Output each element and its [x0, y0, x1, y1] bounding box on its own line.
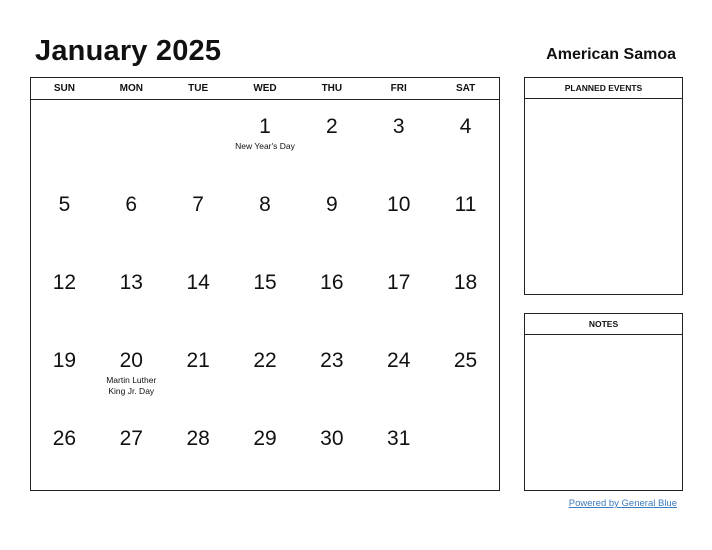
- weekday-wed: WED: [253, 83, 277, 94]
- day-number: 3: [392, 115, 405, 138]
- day-number: 25: [453, 349, 478, 372]
- day-cell: [98, 100, 165, 178]
- day-cell: [432, 256, 499, 334]
- weekday-tue: TUE: [188, 83, 209, 94]
- day-number: 14: [186, 271, 210, 294]
- day-cell: [298, 412, 365, 490]
- day-number: 26: [52, 427, 77, 450]
- notes-panel: [524, 313, 683, 491]
- day-number: 23: [320, 349, 344, 372]
- day-cell: [98, 334, 165, 412]
- day-cell: [432, 334, 499, 412]
- day-number: 31: [387, 427, 411, 450]
- day-number: 7: [192, 193, 204, 216]
- holiday-label: Martin Luther King Jr. Day: [106, 375, 157, 396]
- day-cell: [232, 100, 299, 178]
- day-number: 11: [454, 193, 477, 216]
- weekday-thu: THU: [321, 83, 343, 94]
- day-cell: [298, 100, 365, 178]
- planned-events-panel: [524, 77, 683, 295]
- day-number: 13: [119, 271, 143, 294]
- day-number: 15: [253, 271, 277, 294]
- weekday-header-row: [31, 78, 499, 100]
- day-cell: [165, 256, 232, 334]
- day-number: 27: [119, 427, 143, 450]
- day-cell: [298, 178, 365, 256]
- day-number: 22: [253, 349, 277, 372]
- day-cell: [98, 256, 165, 334]
- day-cell: [298, 334, 365, 412]
- day-number: 4: [459, 115, 472, 138]
- calendar-days: [31, 100, 499, 490]
- day-cell: [432, 178, 499, 256]
- day-cell: [31, 256, 98, 334]
- region-name: American Samoa: [546, 46, 676, 63]
- day-cell: [31, 412, 98, 490]
- day-cell: [165, 412, 232, 490]
- day-cell: [365, 334, 432, 412]
- day-cell: [165, 334, 232, 412]
- day-number: 5: [58, 193, 71, 216]
- day-cell: [98, 412, 165, 490]
- day-number: 12: [52, 271, 77, 294]
- day-number: 6: [125, 193, 138, 216]
- day-cell: [165, 100, 232, 178]
- day-number: 20: [119, 349, 143, 372]
- day-cell: [365, 412, 432, 490]
- weekday-sat: SAT: [455, 83, 476, 94]
- weekday-sun: SUN: [53, 83, 75, 94]
- day-number: 18: [453, 271, 478, 294]
- day-number: 8: [259, 193, 271, 216]
- day-cell: [365, 178, 432, 256]
- day-number: 1: [259, 115, 271, 138]
- day-number: 30: [320, 427, 344, 450]
- day-number: 16: [320, 271, 344, 294]
- weekday-mon: MON: [119, 83, 143, 94]
- holiday-label: New Year's Day: [235, 141, 295, 151]
- day-cell: [232, 178, 299, 256]
- day-cell: [365, 256, 432, 334]
- planned-events-header: PLANNED EVENTS: [525, 78, 682, 99]
- day-cell: [232, 412, 299, 490]
- day-cell: [298, 256, 365, 334]
- notes-header: NOTES: [525, 314, 682, 335]
- day-number: 19: [52, 349, 77, 372]
- day-number: 17: [387, 271, 411, 294]
- day-cell: [31, 100, 98, 178]
- day-cell: [232, 256, 299, 334]
- day-number: 24: [387, 349, 411, 372]
- day-cell: [31, 334, 98, 412]
- day-cell: [432, 412, 499, 490]
- day-cell: [365, 100, 432, 178]
- powered-by-link[interactable]: Powered by General Blue: [568, 498, 677, 509]
- day-number: 29: [253, 427, 277, 450]
- day-cell: [31, 178, 98, 256]
- page-title: January 2025: [35, 35, 222, 67]
- calendar-grid: [30, 77, 500, 491]
- day-cell: [165, 178, 232, 256]
- day-number: 10: [387, 193, 411, 216]
- day-number: 21: [186, 349, 210, 372]
- day-number: 28: [186, 427, 210, 450]
- day-cell: [432, 100, 499, 178]
- day-cell: [232, 334, 299, 412]
- day-number: 9: [326, 193, 338, 216]
- day-number: 2: [326, 115, 338, 138]
- weekday-fri: FRI: [390, 83, 407, 94]
- day-cell: [98, 178, 165, 256]
